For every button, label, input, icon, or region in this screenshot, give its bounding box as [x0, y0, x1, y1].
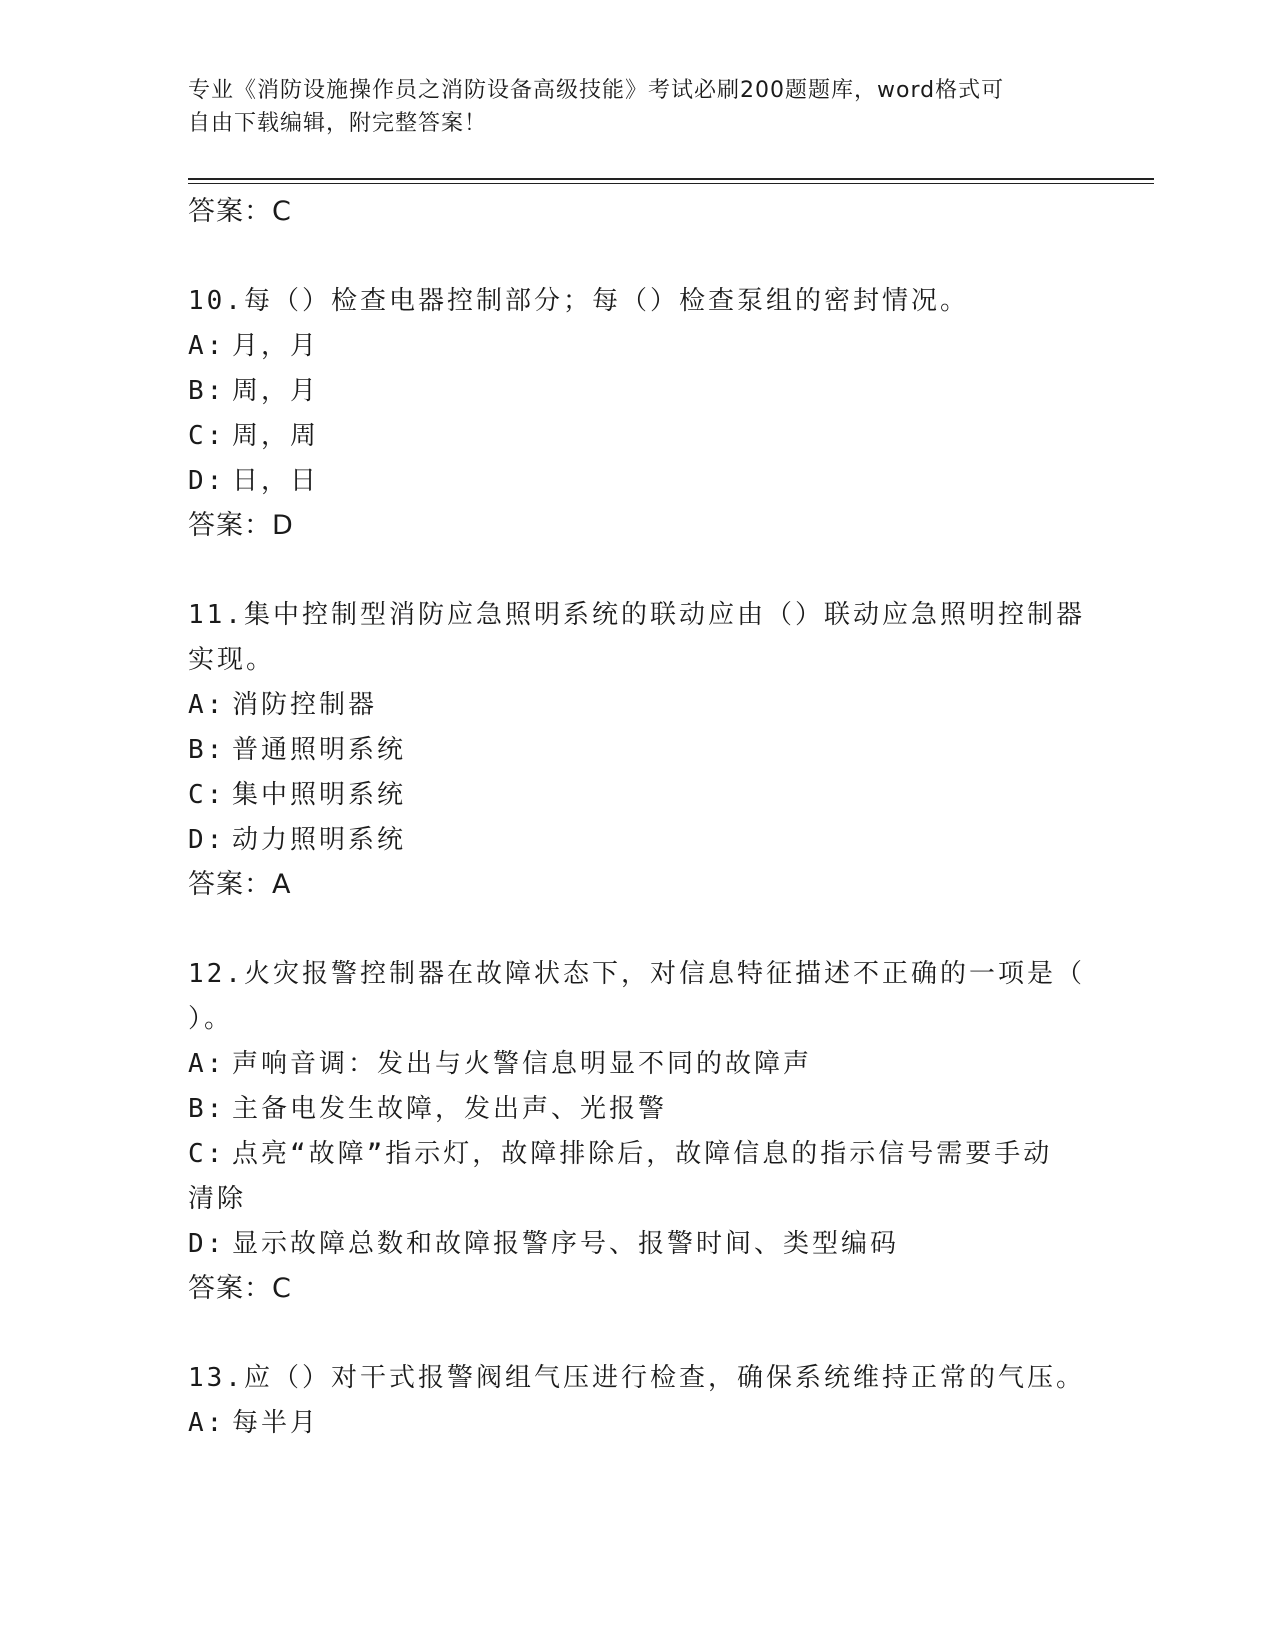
- option-d: [188, 459, 1088, 504]
- question-text-continued: ）。: [188, 1004, 234, 1034]
- question-text: 10.每（）检查电器控制部分；每（）检查泵组的密封情况。: [188, 286, 969, 316]
- document-header: [188, 74, 1088, 140]
- question-text-continued: 实现。: [188, 645, 276, 675]
- option-c: [188, 414, 1088, 459]
- option-b: [188, 369, 1088, 414]
- option-text: 动力照明系统: [232, 825, 407, 855]
- option-a: [188, 683, 1088, 728]
- option-a: [188, 1401, 1088, 1446]
- option-text: 月，月: [232, 331, 320, 361]
- option-d: [188, 818, 1088, 863]
- option-letter: A:: [188, 690, 226, 720]
- question-list: [188, 190, 1088, 1446]
- option-letter: A:: [188, 1408, 226, 1438]
- question-text: 13.应（）对干式报警阀组气压进行检查，确保系统维持正常的气压。: [188, 1363, 1085, 1393]
- option-text: 显示故障总数和故障报警序号、报警时间、类型编码: [232, 1229, 900, 1259]
- option-letter: C:: [188, 780, 226, 810]
- option-text: 日，日: [232, 466, 320, 496]
- option-letter: C:: [188, 421, 226, 451]
- header-line-1: 专业《消防设施操作员之消防设备高级技能》考试必刷200题题库，word格式可: [188, 78, 1005, 103]
- option-text: 声响音调：发出与火警信息明显不同的故障声: [232, 1049, 813, 1079]
- option-letter: D:: [188, 1229, 226, 1259]
- option-letter: A:: [188, 331, 226, 361]
- question-item: [188, 593, 1088, 907]
- option-c: [188, 1132, 1088, 1177]
- option-text: 消防控制器: [232, 690, 378, 720]
- option-text: 每半月: [232, 1408, 320, 1438]
- option-letter: B:: [188, 376, 226, 406]
- question-text: 12.火灾报警控制器在故障状态下，对信息特征描述不正确的一项是（: [188, 959, 1085, 989]
- question-text: 11.集中控制型消防应急照明系统的联动应由（）联动应急照明控制器: [188, 600, 1085, 630]
- option-b: [188, 1087, 1088, 1132]
- option-d: [188, 1222, 1088, 1267]
- header-divider: [188, 178, 1154, 180]
- option-text: 集中照明系统: [232, 780, 407, 810]
- header-divider-thin: [188, 183, 1154, 184]
- question-item: [188, 952, 1088, 1311]
- answer-line: 答案：D: [188, 510, 294, 541]
- question-item: [188, 1356, 1088, 1446]
- option-letter: C:: [188, 1139, 226, 1169]
- header-line-2: 自由下载编辑，附完整答案！: [188, 111, 488, 136]
- option-a: [188, 324, 1088, 369]
- option-text: 周，周: [232, 421, 320, 451]
- option-letter: D:: [188, 825, 226, 855]
- answer-line: 答案：A: [188, 869, 292, 900]
- option-text: 周，月: [232, 376, 320, 406]
- option-letter: D:: [188, 466, 226, 496]
- option-a: [188, 1042, 1088, 1087]
- option-text: 主备电发生故障，发出声、光报警: [232, 1094, 668, 1124]
- question-item: [188, 279, 1088, 548]
- option-letter: B:: [188, 1094, 226, 1124]
- option-text: 普通照明系统: [232, 735, 407, 765]
- option-text: 点亮“故障”指示灯，故障排除后，故障信息的指示信号需要手动: [232, 1139, 1053, 1169]
- option-c-continued: 清除: [188, 1184, 247, 1214]
- option-b: [188, 728, 1088, 773]
- answer-line: 答案：C: [188, 196, 292, 227]
- option-c: [188, 773, 1088, 818]
- option-letter: B:: [188, 735, 226, 765]
- answer-line: 答案：C: [188, 1273, 292, 1304]
- option-letter: A:: [188, 1049, 226, 1079]
